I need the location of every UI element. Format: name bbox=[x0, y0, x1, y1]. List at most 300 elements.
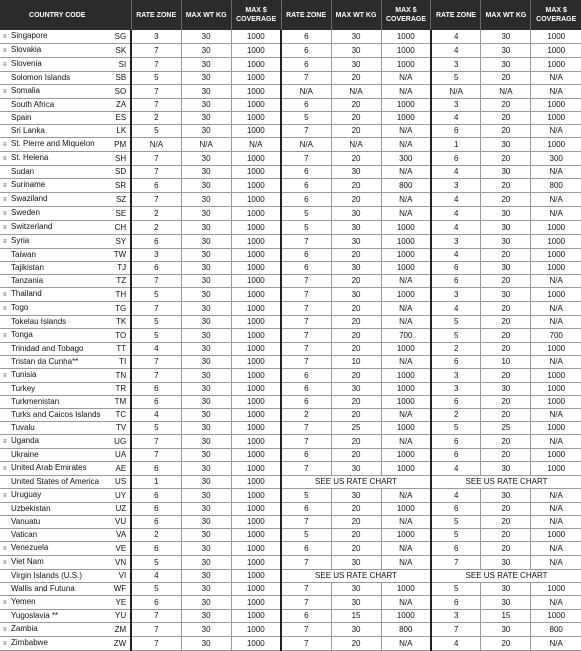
max-coverage-cell: N/A bbox=[531, 409, 581, 422]
rate-zone-cell: 6 bbox=[131, 542, 181, 556]
bullet-icon: ≡ bbox=[3, 641, 7, 647]
table-row bbox=[0, 435, 581, 449]
country-code-cell: TV bbox=[87, 422, 131, 435]
rate-zone-cell: 4 bbox=[431, 489, 481, 503]
rate-zone-cell: 6 bbox=[281, 193, 331, 207]
rate-zone-cell: 7 bbox=[281, 329, 331, 343]
country-name-cell bbox=[0, 249, 87, 262]
table-row bbox=[0, 422, 581, 435]
max-coverage-cell: 1000 bbox=[531, 221, 581, 235]
max-wt-cell: 20 bbox=[481, 179, 531, 193]
country-name-cell bbox=[0, 58, 87, 72]
rate-zone-cell: 7 bbox=[131, 435, 181, 449]
country-name: Sudan bbox=[11, 167, 35, 176]
max-coverage-cell: 1000 bbox=[231, 409, 281, 422]
max-coverage-cell: 1000 bbox=[231, 449, 281, 462]
max-wt-cell: 20 bbox=[481, 435, 531, 449]
max-wt-cell: 20 bbox=[331, 542, 381, 556]
bullet-icon: ≡ bbox=[3, 239, 7, 245]
country-name-cell bbox=[0, 152, 87, 166]
bullet-icon: ≡ bbox=[3, 197, 7, 203]
max-wt-cell: 20 bbox=[331, 193, 381, 207]
max-wt-cell: 30 bbox=[331, 221, 381, 235]
country-code-cell: SG bbox=[87, 30, 131, 44]
country-name: Ukraine bbox=[11, 450, 39, 459]
country-code-cell: SB bbox=[87, 72, 131, 85]
rate-zone-cell: 3 bbox=[431, 179, 481, 193]
max-wt-cell: 30 bbox=[331, 288, 381, 302]
rate-zone-cell: 6 bbox=[281, 542, 331, 556]
max-wt-cell: 30 bbox=[481, 596, 531, 610]
max-coverage-cell: 1000 bbox=[531, 99, 581, 112]
country-code-cell: TZ bbox=[87, 275, 131, 288]
rate-zone-cell: 6 bbox=[281, 396, 331, 409]
max-wt-cell: 20 bbox=[331, 503, 381, 516]
table-row bbox=[0, 329, 581, 343]
table-row bbox=[0, 383, 581, 396]
country-code-cell: LK bbox=[87, 125, 131, 138]
max-coverage-cell: N/A bbox=[531, 302, 581, 316]
country-code-cell: TM bbox=[87, 396, 131, 409]
country-code-cell: UY bbox=[87, 489, 131, 503]
country-code-cell: SY bbox=[87, 235, 131, 249]
max-wt-cell: 30 bbox=[181, 516, 231, 529]
max-coverage-cell: 1000 bbox=[231, 262, 281, 275]
max-coverage-cell: 1000 bbox=[381, 583, 431, 596]
table-row bbox=[0, 476, 581, 489]
table-row bbox=[0, 356, 581, 369]
rate-zone-cell: 7 bbox=[281, 343, 331, 356]
max-wt-cell: 30 bbox=[181, 542, 231, 556]
bullet-icon: ≡ bbox=[3, 62, 7, 68]
max-wt-cell: 30 bbox=[481, 235, 531, 249]
country-name: Zambia bbox=[11, 624, 38, 633]
max-coverage-cell: 1000 bbox=[231, 166, 281, 179]
rate-zone-cell: 7 bbox=[131, 302, 181, 316]
max-wt-cell: 30 bbox=[481, 262, 531, 275]
country-name-cell bbox=[0, 138, 95, 152]
max-coverage-cell: 1000 bbox=[231, 275, 281, 288]
max-coverage-cell: 1000 bbox=[231, 58, 281, 72]
rate-zone-cell: 6 bbox=[281, 179, 331, 193]
max-wt-cell: 30 bbox=[181, 112, 231, 125]
country-name: Trinidad and Tobago bbox=[11, 344, 84, 353]
rate-zone-cell: 7 bbox=[131, 637, 181, 651]
rate-zone-cell: 4 bbox=[431, 193, 481, 207]
max-wt-cell: 30 bbox=[181, 596, 231, 610]
max-wt-cell: 20 bbox=[331, 369, 381, 383]
rate-zone-cell: 5 bbox=[281, 221, 331, 235]
max-coverage-cell: 1000 bbox=[231, 179, 281, 193]
rate-zone-cell: 7 bbox=[281, 316, 331, 329]
max-coverage-cell: 1000 bbox=[381, 462, 431, 476]
max-wt-cell: 20 bbox=[481, 529, 531, 542]
rate-zone-cell: 5 bbox=[431, 516, 481, 529]
table-row bbox=[0, 85, 581, 99]
country-name-cell bbox=[0, 235, 87, 249]
max-wt-cell: 20 bbox=[331, 396, 381, 409]
max-coverage-cell: N/A bbox=[381, 489, 431, 503]
rate-zone-cell: 6 bbox=[131, 235, 181, 249]
max-wt-cell: 30 bbox=[481, 288, 531, 302]
table-row bbox=[0, 637, 581, 651]
max-coverage-cell: 1000 bbox=[231, 343, 281, 356]
max-coverage-cell: 1000 bbox=[231, 623, 281, 637]
see-us-rate-chart-note: SEE US RATE CHART bbox=[431, 570, 581, 583]
country-name: Slovenia bbox=[11, 59, 42, 68]
max-coverage-cell: 1000 bbox=[381, 99, 431, 112]
rate-zone-cell: 6 bbox=[431, 435, 481, 449]
max-wt-cell: 30 bbox=[331, 462, 381, 476]
bullet-icon: ≡ bbox=[3, 373, 7, 379]
max-wt-cell: 30 bbox=[331, 207, 381, 221]
country-code-cell: UG bbox=[87, 435, 131, 449]
country-code-cell: SO bbox=[87, 85, 131, 99]
max-coverage-cell: 1000 bbox=[381, 235, 431, 249]
country-code-cell: SR bbox=[87, 179, 131, 193]
rate-zone-cell: 7 bbox=[131, 356, 181, 369]
max-coverage-cell: N/A bbox=[531, 503, 581, 516]
max-coverage-cell: N/A bbox=[531, 72, 581, 85]
max-coverage-cell: 1000 bbox=[231, 422, 281, 435]
rate-zone-cell: 7 bbox=[281, 235, 331, 249]
table-row bbox=[0, 489, 581, 503]
rate-zone-cell: 5 bbox=[431, 422, 481, 435]
rate-zone-cell: 6 bbox=[431, 503, 481, 516]
max-wt-cell: 20 bbox=[481, 249, 531, 262]
table-row bbox=[0, 503, 581, 516]
rate-zone-cell: 3 bbox=[131, 30, 181, 44]
country-code-cell: VN bbox=[87, 556, 131, 570]
max-wt-cell: 10 bbox=[331, 356, 381, 369]
max-coverage-cell: 1000 bbox=[531, 396, 581, 409]
max-wt-cell: 20 bbox=[481, 542, 531, 556]
max-wt-cell: 30 bbox=[481, 166, 531, 179]
max-wt-cell: 30 bbox=[181, 249, 231, 262]
country-code-cell: UA bbox=[87, 449, 131, 462]
max-wt-cell: 30 bbox=[181, 302, 231, 316]
rate-zone-cell: 6 bbox=[281, 383, 331, 396]
rate-zone-cell: 2 bbox=[131, 529, 181, 542]
rate-zone-cell: 2 bbox=[131, 221, 181, 235]
rate-zone-cell: 7 bbox=[281, 435, 331, 449]
country-name: Togo bbox=[11, 303, 29, 312]
bullet-icon: ≡ bbox=[3, 89, 7, 95]
bullet-icon: ≡ bbox=[3, 48, 7, 54]
max-wt-cell: 30 bbox=[331, 166, 381, 179]
max-coverage-cell: 1000 bbox=[231, 72, 281, 85]
country-name: Switzerland bbox=[11, 222, 53, 231]
max-wt-cell: 30 bbox=[181, 343, 231, 356]
max-coverage-cell: 1000 bbox=[231, 529, 281, 542]
max-coverage-cell: N/A bbox=[531, 356, 581, 369]
max-wt-cell: 20 bbox=[481, 516, 531, 529]
table-header bbox=[0, 0, 581, 30]
see-us-rate-chart-note: SEE US RATE CHART bbox=[281, 570, 431, 583]
max-wt-cell: 30 bbox=[481, 138, 531, 152]
rate-zone-cell: 7 bbox=[281, 288, 331, 302]
country-name: Swaziland bbox=[11, 194, 48, 203]
header-max-wt-3: MAX WT KG bbox=[481, 0, 531, 30]
max-coverage-cell: 1000 bbox=[381, 396, 431, 409]
rate-zone-cell: 4 bbox=[431, 112, 481, 125]
max-wt-cell: 30 bbox=[181, 99, 231, 112]
max-coverage-cell: N/A bbox=[531, 637, 581, 651]
max-wt-cell: 30 bbox=[181, 329, 231, 343]
rate-zone-cell: 6 bbox=[281, 262, 331, 275]
max-coverage-cell: 1000 bbox=[231, 542, 281, 556]
max-wt-cell: 20 bbox=[331, 125, 381, 138]
max-coverage-cell: 1000 bbox=[231, 396, 281, 409]
table-row bbox=[0, 623, 581, 637]
rate-zone-cell: 6 bbox=[431, 396, 481, 409]
max-coverage-cell: 700 bbox=[531, 329, 581, 343]
max-wt-cell: 30 bbox=[181, 396, 231, 409]
max-wt-cell: 30 bbox=[181, 583, 231, 596]
max-wt-cell: 30 bbox=[181, 489, 231, 503]
country-code-cell: SZ bbox=[87, 193, 131, 207]
max-wt-cell: 30 bbox=[181, 275, 231, 288]
max-coverage-cell: 1000 bbox=[531, 249, 581, 262]
rate-zone-cell: 6 bbox=[431, 596, 481, 610]
bullet-icon: ≡ bbox=[3, 493, 7, 499]
rate-zone-cell: 4 bbox=[131, 409, 181, 422]
max-coverage-cell: N/A bbox=[531, 275, 581, 288]
table-row bbox=[0, 556, 581, 570]
max-coverage-cell: N/A bbox=[381, 166, 431, 179]
country-code-cell: ES bbox=[87, 112, 131, 125]
rate-zone-cell: 7 bbox=[431, 556, 481, 570]
country-name: Tuvalu bbox=[11, 423, 35, 432]
max-coverage-cell: 1000 bbox=[231, 369, 281, 383]
max-wt-cell: 30 bbox=[181, 166, 231, 179]
country-name: Uganda bbox=[11, 436, 40, 445]
max-wt-cell: 30 bbox=[181, 435, 231, 449]
country-code-cell: SI bbox=[87, 58, 131, 72]
max-coverage-cell: N/A bbox=[381, 125, 431, 138]
rate-zone-cell: 5 bbox=[431, 72, 481, 85]
max-coverage-cell: 1000 bbox=[231, 288, 281, 302]
max-wt-cell: 30 bbox=[481, 221, 531, 235]
max-coverage-cell: 1000 bbox=[381, 249, 431, 262]
max-wt-cell: 30 bbox=[481, 623, 531, 637]
max-coverage-cell: N/A bbox=[531, 596, 581, 610]
country-name-cell bbox=[0, 570, 87, 583]
header-max-coverage-1: MAX $ COVERAGE bbox=[231, 0, 281, 30]
rate-zone-cell: 4 bbox=[131, 570, 181, 583]
max-wt-cell: 30 bbox=[181, 221, 231, 235]
country-name-cell bbox=[0, 383, 87, 396]
country-name: United States of America bbox=[11, 477, 100, 486]
max-coverage-cell: 800 bbox=[531, 179, 581, 193]
rate-zone-cell: 2 bbox=[431, 409, 481, 422]
max-wt-cell: 30 bbox=[181, 383, 231, 396]
max-wt-cell: 30 bbox=[181, 72, 231, 85]
max-wt-cell: 20 bbox=[331, 179, 381, 193]
country-name: Turkey bbox=[11, 384, 36, 393]
table-row bbox=[0, 125, 581, 138]
max-wt-cell: 30 bbox=[181, 449, 231, 462]
max-wt-cell: 30 bbox=[181, 462, 231, 476]
rate-zone-cell: 6 bbox=[281, 166, 331, 179]
max-wt-cell: 10 bbox=[481, 356, 531, 369]
country-name-cell bbox=[0, 85, 87, 99]
country-name-cell bbox=[0, 288, 87, 302]
country-name-cell bbox=[0, 476, 100, 489]
max-wt-cell: 30 bbox=[181, 30, 231, 44]
country-code-cell: TK bbox=[87, 316, 131, 329]
max-coverage-cell: N/A bbox=[531, 207, 581, 221]
rate-zone-cell: 3 bbox=[431, 99, 481, 112]
country-name: Suriname bbox=[11, 180, 46, 189]
max-coverage-cell: 1000 bbox=[231, 112, 281, 125]
table-row bbox=[0, 610, 581, 623]
max-wt-cell: 20 bbox=[331, 529, 381, 542]
rate-zone-cell: 6 bbox=[281, 449, 331, 462]
rate-zone-cell: 7 bbox=[131, 369, 181, 383]
rate-zone-cell: 7 bbox=[131, 275, 181, 288]
max-wt-cell: 30 bbox=[181, 152, 231, 166]
rate-zone-cell: 7 bbox=[281, 556, 331, 570]
country-code-cell: TW bbox=[87, 249, 131, 262]
table-row bbox=[0, 58, 581, 72]
max-wt-cell: 20 bbox=[331, 112, 381, 125]
max-wt-cell: 20 bbox=[331, 316, 381, 329]
max-coverage-cell: 1000 bbox=[231, 85, 281, 99]
max-wt-cell: 30 bbox=[481, 383, 531, 396]
max-wt-cell: 25 bbox=[331, 422, 381, 435]
max-coverage-cell: 1000 bbox=[531, 288, 581, 302]
country-code-cell: TI bbox=[87, 356, 131, 369]
country-name: Yugoslavia ** bbox=[11, 611, 59, 620]
max-coverage-cell: 1000 bbox=[231, 125, 281, 138]
country-name-cell bbox=[0, 179, 87, 193]
rate-zone-cell: 6 bbox=[281, 99, 331, 112]
country-name: Wallis and Futuna bbox=[11, 584, 75, 593]
max-coverage-cell: N/A bbox=[381, 72, 431, 85]
max-wt-cell: 30 bbox=[481, 58, 531, 72]
max-coverage-cell: 1000 bbox=[231, 329, 281, 343]
country-name: Virgin Islands (U.S.) bbox=[11, 571, 82, 580]
table-row bbox=[0, 72, 581, 85]
max-wt-cell: 20 bbox=[481, 302, 531, 316]
country-name: Taiwan bbox=[11, 250, 36, 259]
table-row bbox=[0, 516, 581, 529]
table-row bbox=[0, 152, 581, 166]
max-coverage-cell: N/A bbox=[381, 556, 431, 570]
country-code-cell: PM bbox=[87, 138, 131, 152]
max-wt-cell: 20 bbox=[331, 302, 381, 316]
max-wt-cell: 20 bbox=[481, 275, 531, 288]
max-coverage-cell: 1000 bbox=[231, 383, 281, 396]
rate-zone-cell: 6 bbox=[281, 369, 331, 383]
max-coverage-cell: 1000 bbox=[231, 249, 281, 262]
max-coverage-cell: 1000 bbox=[381, 529, 431, 542]
max-wt-cell: 30 bbox=[181, 529, 231, 542]
country-code-cell: VU bbox=[87, 516, 131, 529]
country-name: Tajikistan bbox=[11, 263, 44, 272]
country-name-cell bbox=[0, 556, 87, 570]
max-coverage-cell: 1000 bbox=[381, 30, 431, 44]
rate-zone-cell: 5 bbox=[431, 583, 481, 596]
rate-zone-cell: 2 bbox=[131, 112, 181, 125]
country-code-cell: TG bbox=[87, 302, 131, 316]
rate-zone-cell: 5 bbox=[131, 583, 181, 596]
table-row bbox=[0, 570, 581, 583]
table-row bbox=[0, 179, 581, 193]
country-name-cell bbox=[0, 623, 87, 637]
rate-zone-cell: 7 bbox=[431, 623, 481, 637]
max-coverage-cell: 1000 bbox=[381, 449, 431, 462]
country-name-cell bbox=[0, 44, 87, 58]
max-wt-cell: 30 bbox=[331, 489, 381, 503]
bullet-icon: ≡ bbox=[3, 627, 7, 633]
country-code-cell: ZA bbox=[87, 99, 131, 112]
max-wt-cell: 30 bbox=[481, 489, 531, 503]
max-wt-cell: 30 bbox=[181, 207, 231, 221]
rate-zone-cell: 7 bbox=[281, 516, 331, 529]
max-wt-cell: 30 bbox=[181, 476, 231, 489]
rate-zone-cell: 6 bbox=[431, 542, 481, 556]
country-name-cell bbox=[0, 449, 87, 462]
header-max-coverage-3: MAX $ COVERAGE bbox=[531, 0, 581, 30]
max-coverage-cell: 1000 bbox=[531, 262, 581, 275]
country-name-cell bbox=[0, 422, 87, 435]
rate-zone-cell: N/A bbox=[431, 85, 481, 99]
country-code-cell: CH bbox=[87, 221, 131, 235]
country-name: Venezuela bbox=[11, 543, 49, 552]
max-coverage-cell: 300 bbox=[531, 152, 581, 166]
bullet-icon: ≡ bbox=[3, 306, 7, 312]
max-wt-cell: 20 bbox=[331, 275, 381, 288]
rate-zone-cell: 6 bbox=[131, 503, 181, 516]
header-row bbox=[0, 0, 581, 30]
max-wt-cell: 20 bbox=[481, 152, 531, 166]
max-wt-cell: 30 bbox=[181, 125, 231, 138]
country-name: Tonga bbox=[11, 330, 33, 339]
country-code-cell: WF bbox=[87, 583, 131, 596]
header-max-wt-2: MAX WT KG bbox=[331, 0, 381, 30]
table-row bbox=[0, 235, 581, 249]
country-name-cell bbox=[0, 529, 87, 542]
table-row bbox=[0, 30, 581, 44]
rate-zone-cell: 7 bbox=[131, 193, 181, 207]
max-wt-cell: 30 bbox=[181, 179, 231, 193]
country-name: Yemen bbox=[11, 597, 36, 606]
rate-zone-cell: 3 bbox=[431, 369, 481, 383]
max-coverage-cell: 1000 bbox=[381, 383, 431, 396]
max-coverage-cell: 1000 bbox=[381, 262, 431, 275]
max-wt-cell: 20 bbox=[481, 449, 531, 462]
max-coverage-cell: 1000 bbox=[531, 112, 581, 125]
country-name-cell bbox=[0, 610, 87, 623]
rate-zone-cell: 6 bbox=[281, 503, 331, 516]
country-name-cell bbox=[0, 503, 87, 516]
bullet-icon: ≡ bbox=[3, 225, 7, 231]
max-coverage-cell: 1000 bbox=[531, 30, 581, 44]
rate-zone-cell: 6 bbox=[281, 30, 331, 44]
table-row bbox=[0, 369, 581, 383]
max-coverage-cell: N/A bbox=[531, 316, 581, 329]
rate-zone-cell: 4 bbox=[431, 221, 481, 235]
max-wt-cell: N/A bbox=[331, 85, 381, 99]
country-name-cell bbox=[0, 99, 87, 112]
country-name-cell bbox=[0, 30, 87, 44]
rate-zone-cell: 6 bbox=[431, 356, 481, 369]
country-name: Tanzania bbox=[11, 276, 44, 285]
max-coverage-cell: N/A bbox=[381, 435, 431, 449]
max-wt-cell: 30 bbox=[181, 193, 231, 207]
